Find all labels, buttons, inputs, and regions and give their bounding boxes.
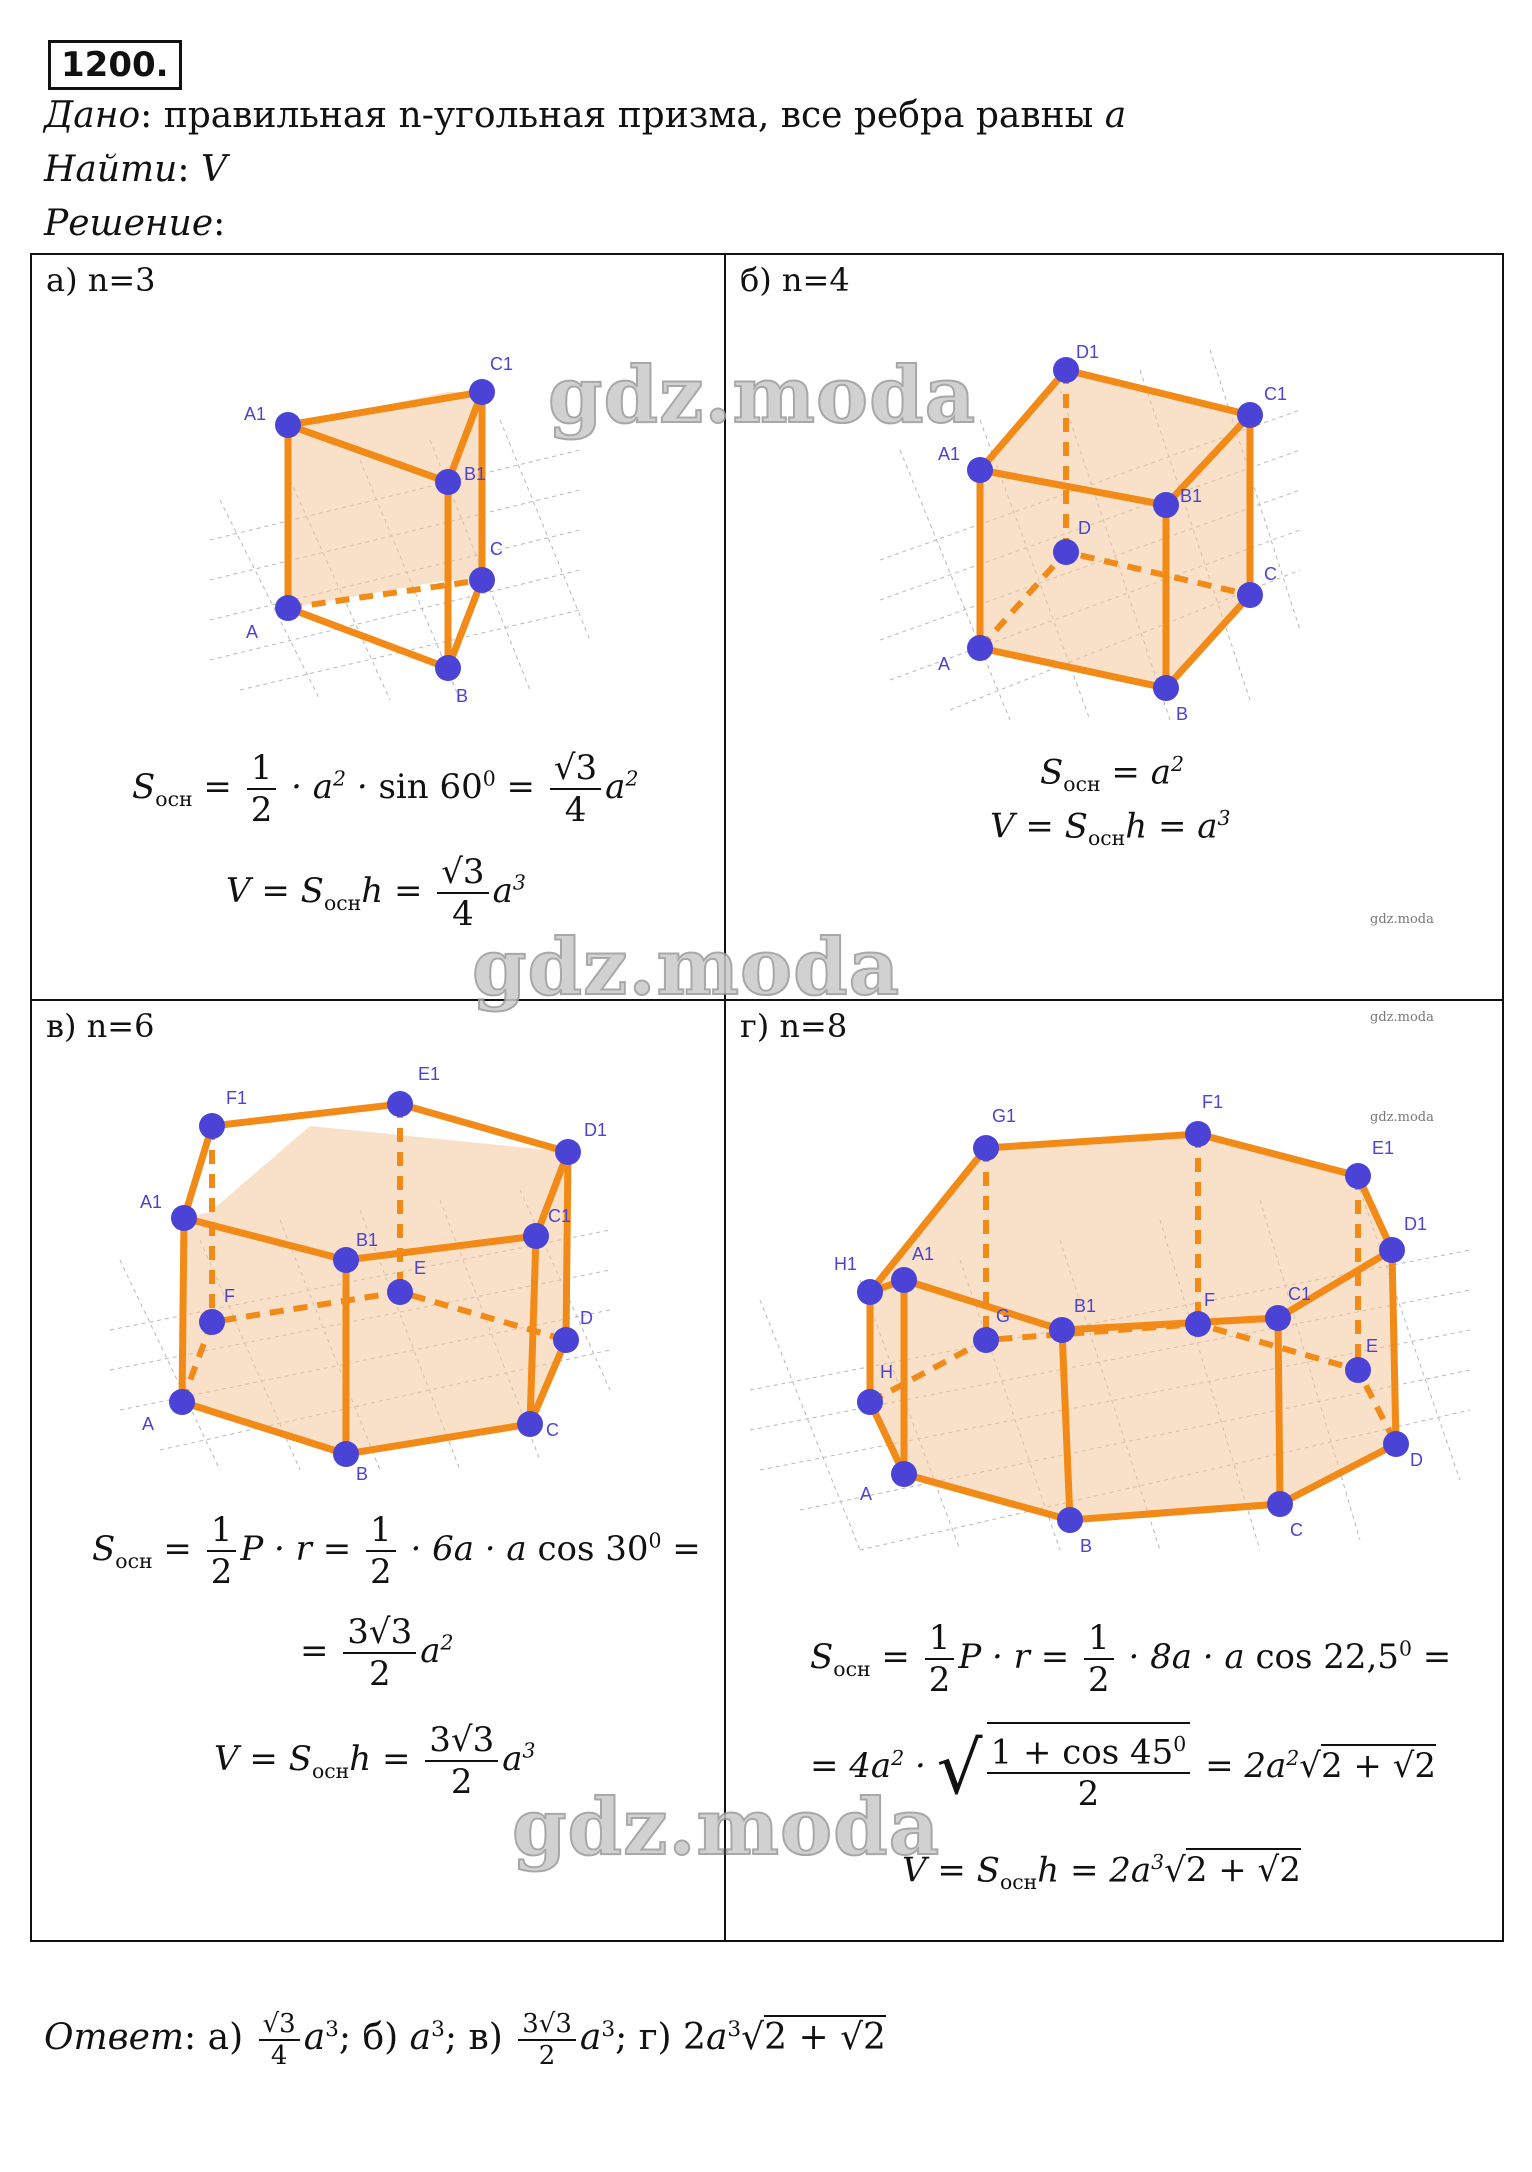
- vertex-label: F1: [1202, 1092, 1224, 1112]
- lateral-edge: [566, 1152, 568, 1340]
- vertex-label: C1: [1264, 384, 1288, 404]
- vertex-point: [967, 457, 993, 483]
- vertex-label: C1: [1288, 1284, 1312, 1304]
- given-label: Дано: [44, 95, 141, 136]
- vertex-label: A1: [912, 1244, 935, 1264]
- octagonal-prism-figure: [740, 1080, 1480, 1560]
- hexagonal-prism-figure: [100, 1060, 620, 1480]
- watermark-small: gdz.moda: [1370, 1110, 1434, 1125]
- formula-b-area: $S_{осн} = a^2$: [1040, 752, 1184, 797]
- vertex-label: E: [414, 1258, 427, 1278]
- vertex-label: C: [1264, 564, 1277, 584]
- answer-part: в): [468, 2017, 503, 2058]
- watermark: gdz.moda: [548, 350, 977, 441]
- vertex-label: B: [1080, 1536, 1093, 1556]
- vertex-point: [387, 1279, 413, 1305]
- given-line: [44, 94, 1126, 138]
- vertex-point: [275, 595, 301, 621]
- vertex-label: A1: [244, 404, 267, 424]
- vertex-point: [1049, 1317, 1075, 1343]
- vertex-point: [333, 1247, 359, 1273]
- vertex-point: [1267, 1491, 1293, 1517]
- formula-v-volume: $V = S_{осн}h$ = $\frac{3√3}{2}$ $a^3$: [214, 1720, 536, 1802]
- vertex-label: D: [580, 1308, 593, 1328]
- problem-number: 1200.: [48, 40, 182, 90]
- vertex-label: H: [880, 1362, 893, 1382]
- vertex-point: [469, 379, 495, 405]
- answer-line: Ответ: а) $\frac{√3}{4}$ $a^3$; б) $a^3$; в) $\frac{3√3}{2}$ $a^3$; г) $2a^3√2 + √2$: [44, 2009, 886, 2071]
- formula-v-area: $S_{осн}$ = $\frac{1}{2}$ P · r = $\frac{1}{2}$ · 6a · a $\cos 30^0$ =: [92, 1510, 701, 1592]
- formula-b-volume: $V = S_{осн}h = a^3$: [990, 806, 1231, 851]
- formula-g-area: $S_{осн}$ = $\frac{1}{2}$ P · r = $\frac{1}{2}$ · 8a · a $\cos 22,5^0$ =: [810, 1618, 1452, 1700]
- prism-face: [1062, 1318, 1280, 1520]
- vertex-point: [435, 469, 461, 495]
- vertex-label: E1: [418, 1064, 441, 1084]
- vertex-label: E: [1366, 1336, 1379, 1356]
- vertex-point: [1265, 1305, 1291, 1331]
- vertex-point: [1345, 1163, 1371, 1189]
- vertex-label: D: [1078, 518, 1091, 538]
- vertex-point: [857, 1279, 883, 1305]
- vertex-label: A: [860, 1484, 873, 1504]
- formula-v-area-result: = $\frac{3√3}{2}$ $a^2$: [300, 1612, 454, 1694]
- vertex-point: [555, 1139, 581, 1165]
- vertex-label: E1: [1372, 1138, 1395, 1158]
- vertex-point: [553, 1327, 579, 1353]
- watermark: gdz.moda: [512, 1782, 941, 1873]
- vertex-label: F1: [226, 1088, 248, 1108]
- vertex-label: B: [1176, 704, 1189, 724]
- formula-a-volume: $V = S_{осн}h$ = $\frac{√3}{4}$ $a^3$: [226, 852, 526, 934]
- given-text: : правильная n-угольная призма, все ребра равны: [140, 95, 1105, 136]
- formula-a-area: $S_{осн}$ = $\frac{1}{2}$ · $a^2 \cdot \sin 60^0$ = $\frac{√3}{4}$ $a^2$: [132, 748, 639, 830]
- vertex-label: B: [356, 1464, 369, 1480]
- lateral-edge: [1392, 1250, 1396, 1444]
- vertex-label: A: [246, 622, 259, 642]
- cell-g-label: г) n=8: [740, 1007, 848, 1045]
- vertex-label: D1: [584, 1120, 608, 1140]
- vertex-label: B1: [356, 1230, 379, 1250]
- vertex-point: [1057, 1507, 1083, 1533]
- vertex-point: [199, 1113, 225, 1139]
- answer-part: а): [207, 2017, 244, 2058]
- lateral-edge: [182, 1218, 184, 1402]
- solution-line: [44, 202, 225, 246]
- vertex-label: H1: [834, 1254, 858, 1274]
- prism-face: [346, 1236, 536, 1454]
- lateral-edge: [1278, 1318, 1280, 1504]
- vertex-point: [973, 1327, 999, 1353]
- vertex-label: B1: [464, 464, 487, 484]
- vertex-point: [1379, 1237, 1405, 1263]
- solution-colon: :: [213, 203, 226, 244]
- vertex-label: F: [1204, 1290, 1215, 1310]
- cell-a-label: а) n=3: [46, 261, 156, 299]
- vertex-label: D: [1410, 1450, 1423, 1470]
- vertex-label: A1: [938, 444, 961, 464]
- vertex-label: B: [456, 686, 469, 706]
- find-var: V: [200, 149, 227, 190]
- vertex-point: [1185, 1311, 1211, 1337]
- vertex-label: D1: [1404, 1214, 1428, 1234]
- vertex-label: C1: [548, 1206, 572, 1226]
- vertex-label: A: [142, 1414, 155, 1434]
- vertex-point: [435, 655, 461, 681]
- vertex-point: [891, 1461, 917, 1487]
- watermark-small: gdz.moda: [1370, 912, 1434, 927]
- vertex-point: [1237, 402, 1263, 428]
- solution-label: Решение: [44, 203, 214, 244]
- vertex-label: G1: [992, 1106, 1017, 1126]
- vertex-point: [171, 1205, 197, 1231]
- vertex-label: C1: [490, 354, 514, 374]
- vertex-point: [1153, 492, 1179, 518]
- vertex-label: A: [938, 654, 951, 674]
- formula-g-area-result: = $4a^2$ · √ $\frac{1 + \cos 45^0}{2}$ = $2a^2√2 + √2$: [810, 1722, 1436, 1814]
- vertex-point: [1345, 1357, 1371, 1383]
- answer-part: б): [362, 2017, 399, 2058]
- find-line: [44, 148, 227, 192]
- vertex-label: D1: [1076, 342, 1100, 362]
- table-divider-vertical: [724, 253, 726, 1942]
- vertex-point: [1383, 1431, 1409, 1457]
- vertex-point: [891, 1267, 917, 1293]
- formula-g-volume: $V = S_{осн}h = 2a^3√2 + √2$: [902, 1850, 1301, 1895]
- vertex-label: A1: [140, 1192, 163, 1212]
- vertex-point: [169, 1389, 195, 1415]
- answer-part: г): [638, 2017, 672, 2058]
- vertex-label: C: [1290, 1520, 1303, 1540]
- find-text: :: [177, 149, 201, 190]
- watermark-small: gdz.moda: [1370, 1010, 1434, 1025]
- cell-b-label: б) n=4: [740, 261, 850, 299]
- vertex-point: [1053, 539, 1079, 565]
- vertex-point: [1185, 1121, 1211, 1147]
- vertex-point: [1153, 675, 1179, 701]
- vertex-point: [857, 1389, 883, 1415]
- vertex-point: [523, 1223, 549, 1249]
- vertex-label: B1: [1074, 1296, 1097, 1316]
- vertex-label: B1: [1180, 486, 1203, 506]
- find-label: Найти: [44, 149, 178, 190]
- vertex-label: F: [224, 1286, 235, 1306]
- vertex-point: [387, 1091, 413, 1117]
- triangular-prism-figure: [200, 340, 600, 710]
- vertex-point: [1237, 582, 1263, 608]
- vertex-point: [469, 567, 495, 593]
- given-var: a: [1104, 95, 1127, 136]
- vertex-point: [199, 1309, 225, 1335]
- watermark: gdz.moda: [472, 922, 901, 1013]
- vertex-label: G: [996, 1306, 1011, 1326]
- vertex-label: C: [546, 1420, 559, 1440]
- answer-label: Ответ: [44, 2017, 185, 2058]
- vertex-point: [967, 635, 993, 661]
- vertex-point: [517, 1411, 543, 1437]
- vertex-point: [275, 412, 301, 438]
- vertex-point: [973, 1135, 999, 1161]
- vertex-label: C: [490, 539, 503, 559]
- cell-v-label: в) n=6: [46, 1007, 155, 1045]
